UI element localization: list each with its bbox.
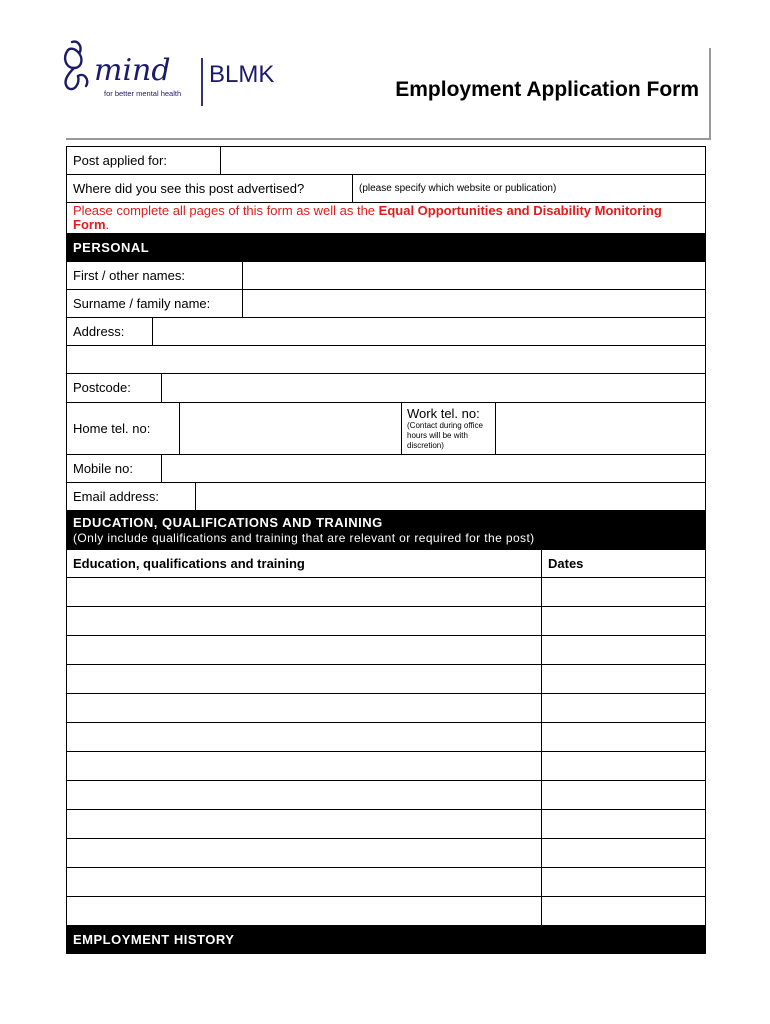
- post-input[interactable]: [220, 147, 705, 174]
- postcode-label: Postcode:: [73, 380, 131, 395]
- address-label: Address:: [73, 324, 125, 339]
- education-header-row: [67, 550, 705, 578]
- surname-row: [67, 290, 705, 318]
- dates-cell[interactable]: [541, 781, 705, 809]
- dates-cell[interactable]: [541, 839, 705, 867]
- application-form: [66, 146, 706, 954]
- education-row[interactable]: [67, 723, 705, 752]
- email-label: Email address:: [73, 489, 159, 504]
- education-row[interactable]: [67, 839, 705, 868]
- completion-notice: Please complete all pages of this form as well as the Equal Opportunities and Disability Monitoring Form.: [73, 203, 662, 232]
- education-row[interactable]: [67, 694, 705, 723]
- equal-opportunities-form-ref: Equal Opportunities and Disability Monitoring Form: [73, 203, 662, 232]
- logo-tagline: for better mental health: [104, 89, 182, 98]
- post-label: Post applied for:: [73, 153, 167, 168]
- education-row[interactable]: [67, 810, 705, 839]
- advert-row: [67, 175, 705, 203]
- telephone-row: [67, 403, 705, 455]
- dates-cell[interactable]: [541, 665, 705, 693]
- education-row[interactable]: [67, 752, 705, 781]
- dates-cell[interactable]: [541, 810, 705, 838]
- first-names-row: [67, 262, 705, 290]
- work-tel-label-cell: [401, 403, 495, 454]
- education-row[interactable]: [67, 665, 705, 694]
- advert-label: Where did you see this post advertised?: [73, 181, 305, 196]
- email-row: [67, 483, 705, 511]
- notice-row: [67, 203, 705, 234]
- home-tel-input[interactable]: [179, 403, 401, 454]
- dates-cell[interactable]: [541, 723, 705, 751]
- col-education: Education, qualifications and training: [73, 556, 305, 571]
- logo-partner: BLMK: [209, 61, 275, 88]
- email-input[interactable]: [195, 483, 705, 510]
- dates-cell[interactable]: [541, 694, 705, 722]
- post-row: [67, 147, 705, 175]
- page-title: Employment Application Form: [395, 78, 699, 101]
- education-row[interactable]: [67, 897, 705, 926]
- dates-cell[interactable]: [541, 607, 705, 635]
- education-row[interactable]: [67, 781, 705, 810]
- dates-cell[interactable]: [541, 752, 705, 780]
- first-names-label: First / other names:: [73, 268, 185, 283]
- employment-heading: EMPLOYMENT HISTORY: [67, 926, 705, 953]
- address-row: [67, 318, 705, 346]
- personal-heading: PERSONAL: [67, 234, 705, 262]
- education-row[interactable]: [67, 607, 705, 636]
- mobile-input[interactable]: [161, 455, 705, 482]
- education-row[interactable]: [67, 578, 705, 607]
- advert-hint: (please specify which website or publication): [359, 183, 557, 194]
- home-tel-label: Home tel. no:: [73, 421, 151, 436]
- education-heading: EDUCATION, QUALIFICATIONS AND TRAINING (Only include qualifications and training that are relevant or required for the post): [67, 511, 705, 550]
- first-names-input[interactable]: [242, 262, 705, 289]
- work-tel-note: (Contact during office hours will be with discretion): [407, 421, 483, 450]
- logo-brand: mind: [94, 53, 171, 88]
- work-tel-label: Work tel. no:: [407, 406, 480, 421]
- mobile-label: Mobile no:: [73, 461, 133, 476]
- address-input[interactable]: [152, 318, 705, 345]
- education-subheading: (Only include qualifications and training that are relevant or required for the post): [73, 531, 535, 545]
- dates-cell[interactable]: [541, 897, 705, 925]
- dates-cell[interactable]: [541, 578, 705, 606]
- col-dates: Dates: [548, 556, 584, 571]
- education-row[interactable]: [67, 868, 705, 897]
- address-line-2[interactable]: [67, 346, 705, 374]
- postcode-input[interactable]: [161, 374, 705, 402]
- surname-label: Surname / family name:: [73, 296, 211, 311]
- col-dates-cell: [541, 550, 705, 577]
- work-tel-input[interactable]: [495, 403, 705, 454]
- education-row[interactable]: [67, 636, 705, 665]
- surname-input[interactable]: [242, 290, 705, 317]
- dates-cell[interactable]: [541, 636, 705, 664]
- dates-cell[interactable]: [541, 868, 705, 896]
- mobile-row: [67, 455, 705, 483]
- advert-input[interactable]: [352, 175, 705, 202]
- postcode-row: [67, 374, 705, 403]
